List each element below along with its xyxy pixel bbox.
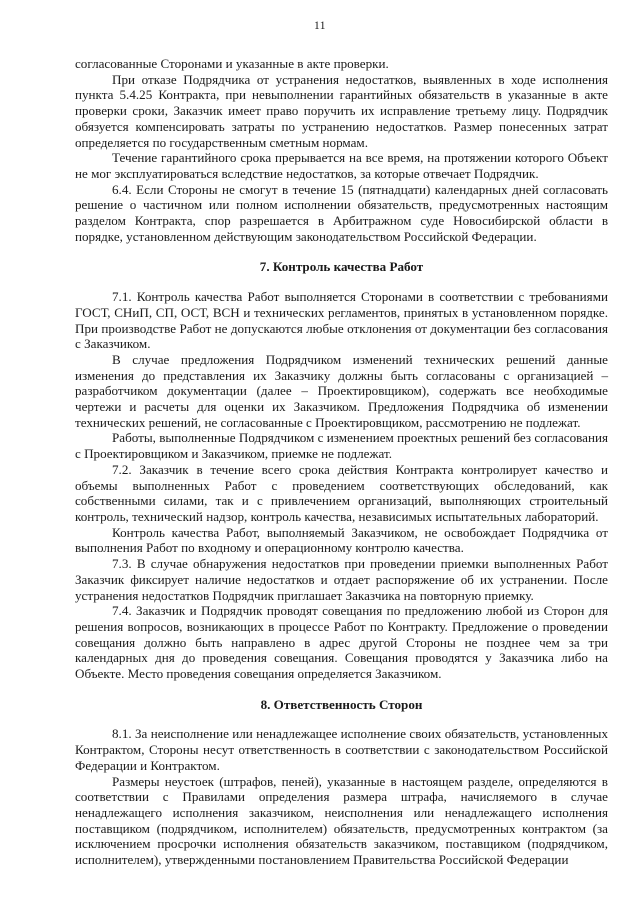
- paragraph: Контроль качества Работ, выполняемый Заказчиком, не освобождает Подрядчика от выполнения Работ по входному и операционному контролю качества.: [75, 524, 608, 556]
- paragraph: Течение гарантийного срока прерывается на все время, на протяжении которого Объект не мог эксплуатироваться вследствие недостатков, за которые отвечает Подрядчик.: [75, 150, 608, 181]
- paragraph: 7.3. В случае обнаружения недостатков при проведении приемки выполненных Работ Заказчик фиксирует наличие недостатков и отдает распоряжение об их устранении. После устранения недостатков Подрядчик приглашает Заказчика на повторную приемку.: [75, 556, 608, 603]
- paragraph: В случае предложения Подрядчиком изменений технических решений данные изменения до представления их Заказчику должны быть согласованы с организацией – разработчиком документации (далее – Проектировщиком), содержать все необходимые чертежи и расчеты для оценки их Заказчиком. Предложения Подрядчика об изменении технических решений, не согласованные с Проектировщиком, рассмотрению не подлежат.: [75, 351, 608, 430]
- paragraph: Работы, выполненные Подрядчиком с изменением проектных решений без согласования с Проектировщиком и Заказчиком, приемке не подлежат.: [75, 430, 608, 462]
- section-heading: 8. Ответственность Сторон: [260, 696, 423, 712]
- document-body: [75, 56, 608, 868]
- paragraph: 8.1. За неисполнение или ненадлежащее исполнение своих обязательств, установленных Контрактом, Стороны несут ответственность в соответствии с законодательством Российской Федерации и Контрактом.: [75, 726, 608, 773]
- paragraph: 7.1. Контроль качества Работ выполняется Сторонами в соответствии с требованиями ГОСТ, СНиП, СП, ОСТ, ВСН и технических регламентов, принятых в установленном порядке. При производстве Работ не допускаются любые отклонения от документации без согласования с Заказчиком.: [75, 289, 608, 352]
- paragraph: При отказе Подрядчика от устранения недостатков, выявленных в ходе исполнения пункта 5.4.25 Контракта, при невыполнении гарантийных обязательств в указанные в акте проверки сроки, Заказчик имеет право поручить их исправление третьему лицу. Подрядчик обязуется компенсировать затраты по устранению недостатков. Размер понесенных затрат определяется по государственным сметным нормам.: [75, 71, 608, 150]
- page-number: 11: [313, 20, 327, 32]
- paragraph: Размеры неустоек (штрафов, пеней), указанные в настоящем разделе, определяются в соответствии с Правилами определения размера штрафа, начисляемого в случае ненадлежащего исполнения заказчиком, неисполнения или ненадлежащего исполнения поставщиком (подрядчиком, исполнителем) обязательств, предусмотренных контрактом (за исключением просрочки исполнения обязательств заказчиком, поставщиком (подрядчиком, исполнителем), утвержденными постановлением Правительства Российской Федерации: [75, 773, 608, 868]
- paragraph: 7.4. Заказчик и Подрядчик проводят совещания по предложению любой из Сторон для решения вопросов, возникающих в процессе Работ по Контракту. Предложение о проведении совещания должно быть направлено в адрес другой Стороны не позднее чем за три календарных дня до проведения совещания. Совещания проводятся у Заказчика либо на Объекте. Место проведения совещания определяется Заказчиком.: [75, 603, 608, 682]
- paragraph: 7.2. Заказчик в течение всего срока действия Контракта контролирует качество и объемы выполненных Работ с проведением соответствующих обследований, как собственными силами, так и с привлечением организаций, выполняющих строительный контроль, технический надзор, контроль качества, независимых испытательных лабораторий.: [75, 461, 608, 524]
- paragraph: согласованные Сторонами и указанные в акте проверки.: [75, 56, 389, 71]
- section-heading: 7. Контроль качества Работ: [259, 259, 424, 275]
- paragraph: 6.4. Если Стороны не смогут в течение 15 (пятнадцати) календарных дней согласовать решение о частичном или полном исполнении обязательств, предусмотренных настоящим разделом Контракта, спор разрешается в Арбитражном суде Новосибирской области в порядке, установленном действующим законодательством Российской Федерации.: [75, 181, 608, 244]
